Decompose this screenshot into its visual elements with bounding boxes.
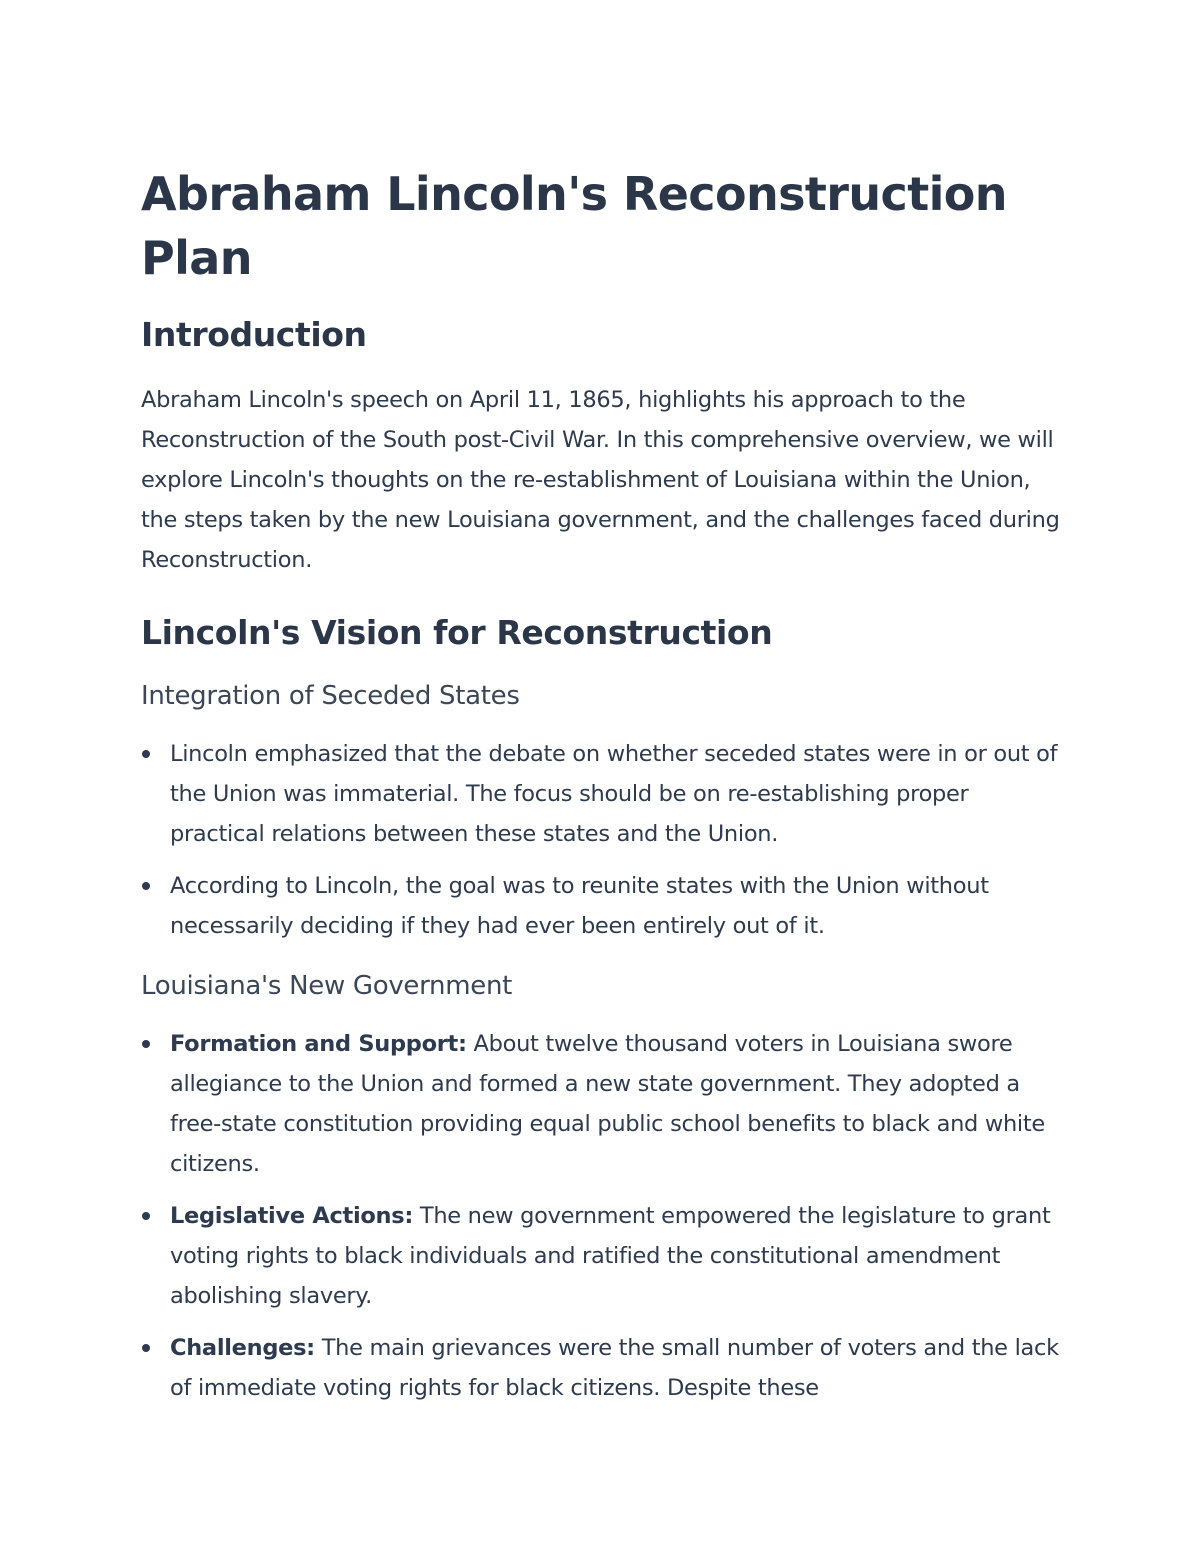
bullet-icon <box>142 882 150 890</box>
integration-list <box>141 734 1066 946</box>
document-title: Abraham Lincoln's Reconstruction Plan <box>141 167 1007 285</box>
integration-subheading: Integration of Seceded States <box>141 681 520 711</box>
introduction-heading: Introduction <box>141 315 367 354</box>
list-item <box>141 866 1066 946</box>
list-item-text: About twelve thousand voters in Louisiana swore allegiance to the Union and formed a new state government. They adopted a free-state constitution providing equal public school benefits to black and white citizens. <box>170 1031 1045 1177</box>
list-item-text: The main grievances were the small number of voters and the lack of immediate voting rights for black citizens. Despite these <box>170 1335 1059 1401</box>
list-item-label: Challenges: <box>170 1335 315 1361</box>
louisiana-subheading: Louisiana's New Government <box>141 971 513 1001</box>
list-item-text: The new government empowered the legislature to grant voting rights to black individuals and ratified the constitutional amendment abolishing slavery. <box>170 1203 1051 1309</box>
list-item <box>141 1024 1066 1184</box>
list-item-text: Lincoln emphasized that the debate on whether seceded states were in or out of the Union was immaterial. The focus should be on re-establishing proper practical relations between these states and the Union. <box>170 741 1058 847</box>
list-item <box>141 734 1066 854</box>
bullet-icon <box>142 1040 150 1048</box>
introduction-paragraph: Abraham Lincoln's speech on April 11, 1865, highlights his approach to the Reconstruction of the South post-Civil War. In this comprehensive overview, we will explore Lincoln's thoughts on the re-establishment of Louisiana within the Union, the steps taken by the new Louisiana government, and the challenges faced during Reconstruction. <box>141 387 1060 573</box>
bullet-icon <box>142 750 150 758</box>
list-item <box>141 1196 1066 1316</box>
list-item <box>141 1328 1066 1408</box>
list-item-label: Formation and Support: <box>170 1031 467 1057</box>
bullet-icon <box>142 1212 150 1220</box>
louisiana-list <box>141 1024 1066 1408</box>
bullet-icon <box>142 1344 150 1352</box>
list-item-text: According to Lincoln, the goal was to reunite states with the Union without necessarily deciding if they had ever been entirely out of it. <box>170 873 989 939</box>
vision-heading: Lincoln's Vision for Reconstruction <box>141 613 773 652</box>
list-item-label: Legislative Actions: <box>170 1203 414 1229</box>
document-page <box>141 162 1066 1420</box>
